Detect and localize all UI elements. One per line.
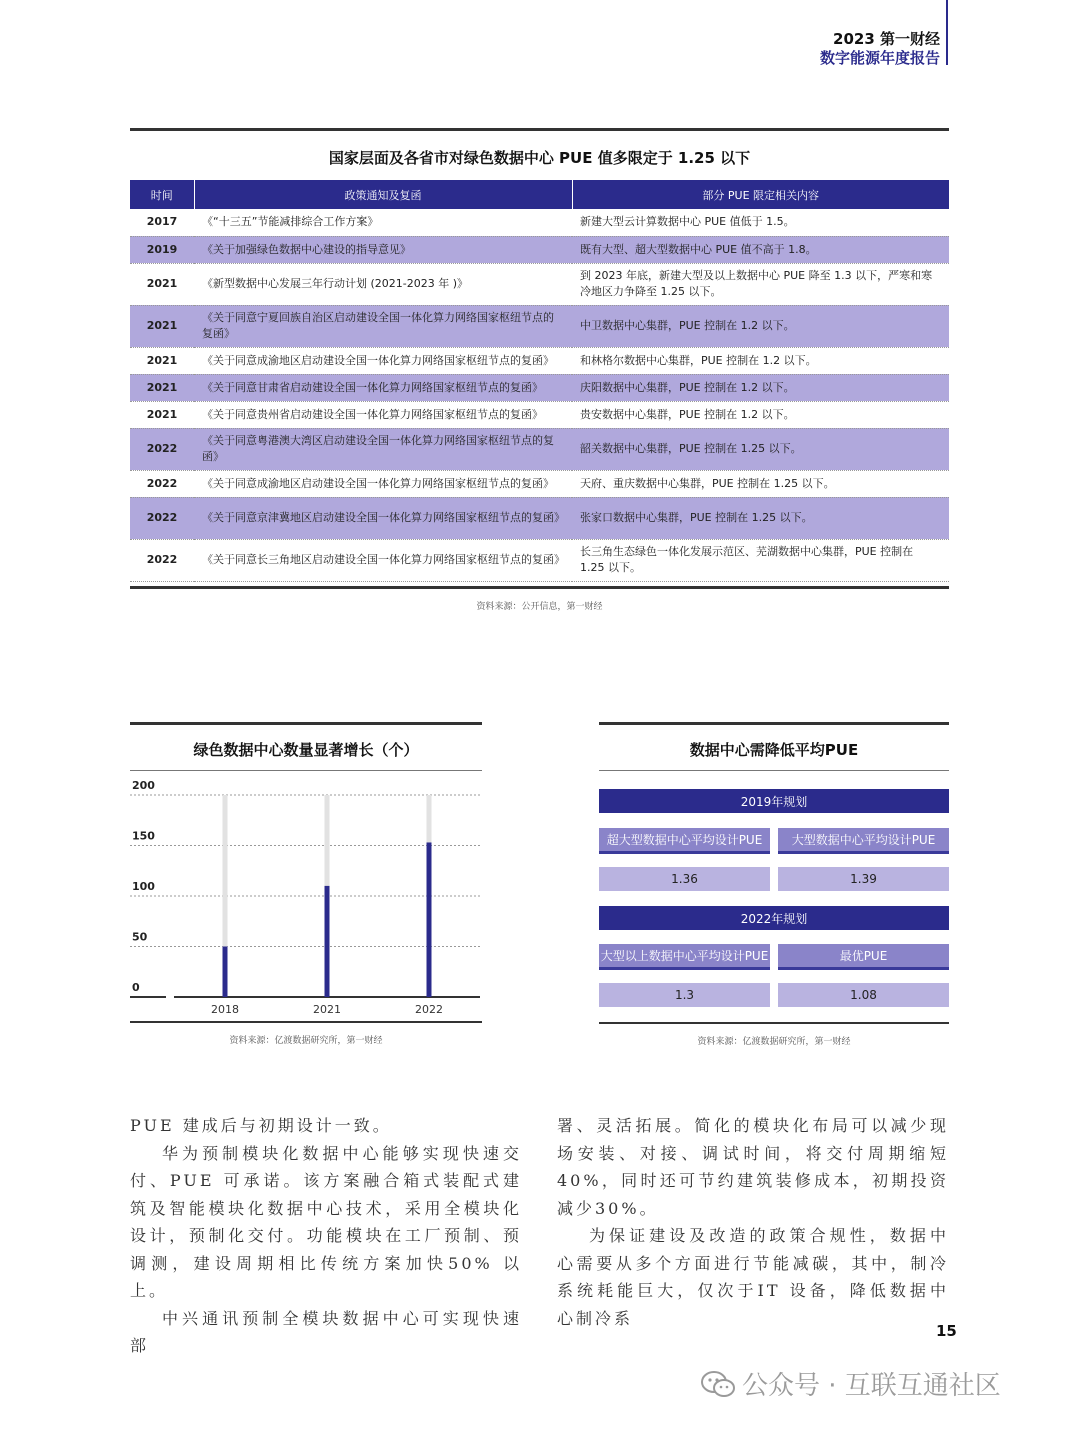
plan-2019-value: 1.39 bbox=[778, 867, 949, 891]
row-content: 贵安数据中心集群，PUE 控制在 1.2 以下。 bbox=[572, 401, 949, 428]
row-policy: 《新型数据中心发展三年行动计划 (2021-2023 年 )》 bbox=[194, 263, 572, 305]
row-content: 既有大型、超大型数据中心 PUE 值不高于 1.8。 bbox=[572, 236, 949, 263]
header-divider bbox=[946, 0, 948, 65]
green-datacenter-chart-panel bbox=[130, 722, 482, 1046]
row-year: 2021 bbox=[130, 305, 194, 347]
row-year: 2017 bbox=[130, 209, 194, 236]
x-tick-label: 2021 bbox=[313, 1003, 341, 1016]
row-policy: 《关于同意成渝地区启动建设全国一体化算力网络国家枢纽节点的复函》 bbox=[194, 470, 572, 497]
row-policy: 《关于同意长三角地区启动建设全国一体化算力网络国家枢纽节点的复函》 bbox=[194, 539, 572, 581]
x-tick-label: 2022 bbox=[415, 1003, 443, 1016]
table-row bbox=[130, 263, 949, 305]
plan-2022-value: 1.3 bbox=[599, 983, 770, 1007]
row-policy: 《关于加强绿色数据中心建设的指导意见》 bbox=[194, 236, 572, 263]
plan-2019-header: 2019年规划 bbox=[599, 789, 949, 813]
policy-table-section bbox=[130, 128, 949, 612]
row-year: 2021 bbox=[130, 263, 194, 305]
pue-source-note: 资料来源：亿渡数据研究所，第一财经 bbox=[697, 1037, 851, 1047]
body-paragraph: 为保证建设及改造的政策合规性，数据中心需要从多个方面进行节能减碳，其中，制冷系统耗能巨大，仅次于IT 设备，降低数据中心制冷系 bbox=[557, 1226, 949, 1328]
row-policy: 《“十三五”节能减排综合工作方案》 bbox=[194, 209, 572, 236]
row-content: 张家口数据中心集群，PUE 控制在 1.25 以下。 bbox=[572, 497, 949, 539]
row-content: 新建大型云计算数据中心 PUE 值低于 1.5。 bbox=[572, 209, 949, 236]
chart-bottom-rule bbox=[130, 1021, 482, 1023]
pue-bottom-rule bbox=[599, 1022, 949, 1024]
chart-title: 绿色数据中心数量显著增长（个） bbox=[193, 741, 419, 759]
table-row bbox=[130, 401, 949, 428]
bar bbox=[427, 842, 432, 997]
row-policy: 《关于同意宁夏回族自治区启动建设全国一体化算力网络国家枢纽节点的复函》 bbox=[194, 305, 572, 347]
plan-2019-label: 超大型数据中心平均设计PUE bbox=[599, 828, 770, 854]
header-year-title: 2023 第一财经 bbox=[833, 30, 940, 48]
body-text-right-column bbox=[557, 1112, 949, 1332]
row-policy: 《关于同意粤港澳大湾区启动建设全国一体化算力网络国家枢纽节点的复函》 bbox=[194, 428, 572, 470]
plan-2022-value: 1.08 bbox=[778, 983, 949, 1007]
row-policy: 《关于同意京津冀地区启动建设全国一体化算力网络国家枢纽节点的复函》 bbox=[194, 497, 572, 539]
policy-table bbox=[130, 180, 949, 582]
wechat-icon bbox=[700, 1369, 736, 1399]
table-row bbox=[130, 374, 949, 401]
table-source-note: 资料来源：公开信息，第一财经 bbox=[476, 601, 603, 612]
table-row bbox=[130, 236, 949, 263]
table-title: 国家层面及各省市对绿色数据中心 PUE 值多限定于 1.25 以下 bbox=[328, 149, 751, 167]
body-paragraph: PUE 建成后与初期设计一致。 bbox=[130, 1116, 392, 1135]
y-tick-label: 150 bbox=[132, 829, 155, 843]
row-content: 庆阳数据中心集群，PUE 控制在 1.2 以下。 bbox=[572, 374, 949, 401]
watermark bbox=[700, 1365, 1001, 1402]
row-year: 2022 bbox=[130, 497, 194, 539]
table-bottom-rule bbox=[130, 586, 949, 589]
body-text-left-column bbox=[130, 1112, 522, 1360]
row-content: 天府、重庆数据中心集群，PUE 控制在 1.25 以下。 bbox=[572, 470, 949, 497]
column-header: 部分 PUE 限定相关内容 bbox=[572, 180, 949, 209]
y-tick-label: 100 bbox=[132, 880, 155, 893]
row-year: 2021 bbox=[130, 374, 194, 401]
bar bbox=[325, 886, 330, 997]
column-header: 时间 bbox=[130, 180, 194, 209]
row-policy: 《关于同意甘肃省启动建设全国一体化算力网络国家枢纽节点的复函》 bbox=[194, 374, 572, 401]
body-paragraph: 华为预制模块化数据中心能够实现快速交付、PUE 可承诺。该方案融合箱式装配式建筑及智能模块化数据中心技术，采用全模块化设计，预制化交付。功能模块在工厂预制、预调测，建设周期相比传统方案加快50% 以上。 bbox=[130, 1143, 522, 1300]
row-content: 和林格尔数据中心集群，PUE 控制在 1.2 以下。 bbox=[572, 347, 949, 374]
row-content: 长三角生态绿色一体化发展示范区、芜湖数据中心集群，PUE 控制在 1.25 以下。 bbox=[572, 539, 949, 581]
plan-2022-header: 2022年规划 bbox=[599, 906, 949, 930]
table-row bbox=[130, 428, 949, 470]
pue-panel-title: 数据中心需降低平均PUE bbox=[689, 741, 859, 759]
row-content: 到 2023 年底，新建大型及以上数据中心 PUE 降至 1.3 以下，严寒和寒冷地区力争降至 1.25 以下。 bbox=[572, 263, 949, 305]
table-row bbox=[130, 305, 949, 347]
page-number: 15 bbox=[936, 1322, 957, 1340]
plan-2019-label: 大型数据中心平均设计PUE bbox=[778, 828, 949, 854]
watermark-text: 公众号 · 互联互通社区 bbox=[742, 1371, 1001, 1401]
row-year: 2022 bbox=[130, 470, 194, 497]
bar-chart bbox=[130, 771, 482, 1021]
y-tick-label: 200 bbox=[132, 779, 155, 792]
chart-source-note: 资料来源：亿渡数据研究所，第一财经 bbox=[229, 1036, 383, 1046]
plan-2022-label: 最优PUE bbox=[778, 944, 949, 970]
y-tick-label: 50 bbox=[132, 930, 148, 944]
pue-plan-grid bbox=[599, 771, 949, 1022]
row-year: 2019 bbox=[130, 236, 194, 263]
plan-2022-label: 大型以上数据中心平均设计PUE bbox=[599, 944, 770, 970]
table-row bbox=[130, 209, 949, 236]
row-year: 2021 bbox=[130, 347, 194, 374]
row-policy: 《关于同意成渝地区启动建设全国一体化算力网络国家枢纽节点的复函》 bbox=[194, 347, 572, 374]
row-policy: 《关于同意贵州省启动建设全国一体化算力网络国家枢纽节点的复函》 bbox=[194, 401, 572, 428]
plan-2019-value: 1.36 bbox=[599, 867, 770, 891]
row-year: 2022 bbox=[130, 539, 194, 581]
row-content: 韶关数据中心集群，PUE 控制在 1.25 以下。 bbox=[572, 428, 949, 470]
table-header-row bbox=[130, 180, 949, 209]
table-row bbox=[130, 539, 949, 581]
bar bbox=[223, 947, 228, 998]
table-row bbox=[130, 470, 949, 497]
x-tick-label: 2018 bbox=[211, 1003, 239, 1016]
row-year: 2022 bbox=[130, 428, 194, 470]
body-paragraph: 署、灵活拓展。简化的模块化布局可以减少现场安装、对接、调试时间，将交付周期缩短40%，同时还可节约建筑装修成本，初期投资减少30%。 bbox=[557, 1116, 949, 1218]
pue-panel bbox=[599, 722, 949, 1047]
body-paragraph: 中兴通讯预制全模块数据中心可实现快速部 bbox=[130, 1308, 522, 1355]
column-header: 政策通知及复函 bbox=[194, 180, 572, 209]
header-report-title: 数字能源年度报告 bbox=[819, 48, 940, 67]
table-row bbox=[130, 497, 949, 539]
report-header bbox=[820, 30, 940, 68]
table-row bbox=[130, 347, 949, 374]
row-year: 2021 bbox=[130, 401, 194, 428]
y-tick-label: 0 bbox=[132, 981, 140, 994]
row-content: 中卫数据中心集群，PUE 控制在 1.2 以下。 bbox=[572, 305, 949, 347]
